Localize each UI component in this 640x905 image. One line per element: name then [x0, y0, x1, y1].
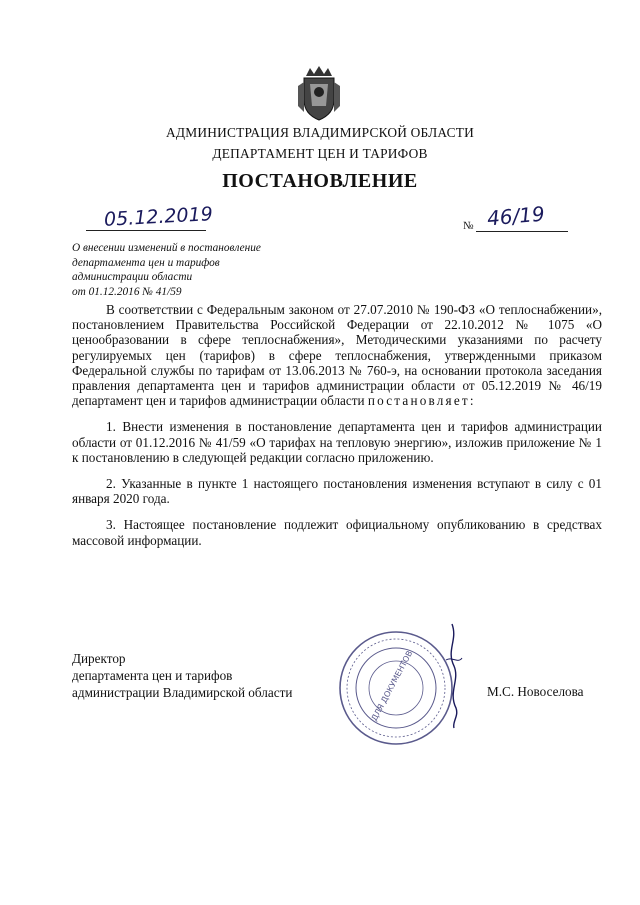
position-line: департамента цен и тарифов [72, 668, 233, 683]
item-3-paragraph: 3. Настоящее постановление подлежит официальному опубликованию в средствах массовой информации. [72, 517, 602, 548]
subject-line: от 01.12.2016 № 41/59 [72, 285, 182, 298]
subject-line: администрации области [72, 271, 193, 283]
item-1-paragraph: 1. Внести изменения в постановление департамента цен и тарифов администрации области от 01.12.2016 № 41/59 «О тарифах на тепловую энергию», изложив приложение № 1 к постановлению в следующей редакции согласно приложению. [72, 419, 602, 465]
document-date: 05.12.2019 [103, 203, 214, 231]
coat-of-arms-icon [296, 66, 342, 122]
item-2-paragraph: 2. Указанные в пункте 1 настоящего постановления изменения вступают в силу с 01 января 2020 года. [72, 476, 602, 507]
org-name-line2: ДЕПАРТАМЕНТ ЦЕН И ТАРИФОВ [212, 146, 428, 161]
number-underline [476, 231, 568, 232]
position-line: администрации Владимирской области [72, 685, 293, 700]
preamble-paragraph [72, 302, 602, 408]
document-subject [72, 241, 261, 299]
subject-line: О внесении изменений в постановление [72, 242, 261, 254]
date-underline [86, 230, 206, 231]
document-number: 46/19 [486, 201, 546, 231]
signatory-name: М.С. Новоселова [487, 684, 584, 699]
handwritten-signature [438, 620, 468, 730]
document-body [72, 302, 602, 559]
number-prefix: № [463, 220, 474, 232]
preamble-text: В соответствии с Федеральным законом от 27.07.2010 № 190-ФЗ «О теплоснабжении», постановлением Правительства Российской Федерации от 22.10.2012 № 1075 «О ценообразовании в сфере теплоснабжения», Методическими указаниями по расчету регулируемых цен (тарифов) в сфере теплоснабжения, утвержденными приказом Федеральной службы по тарифам от 13.06.2013 № 760-э, на основании протокола заседания правления департамента цен и тарифов администрации области от 05.12.2019 № 46/19 департамент цен и тарифов администрации области [72, 302, 602, 409]
document-title: ПОСТАНОВЛЕНИЕ [222, 170, 418, 192]
decree-word: постановляет: [367, 393, 476, 409]
subject-line: департамента цен и тарифов [72, 256, 220, 269]
org-name-line1: АДМИНИСТРАЦИЯ ВЛАДИМИРСКОЙ ОБЛАСТИ [166, 125, 474, 140]
signatory-position [72, 650, 292, 701]
seal-text: ДЛЯ ДОКУМЕНТОВ [369, 649, 415, 723]
position-line: Директор [72, 651, 126, 666]
svg-text:ДЛЯ ДОКУМЕНТОВ [370, 649, 415, 722]
